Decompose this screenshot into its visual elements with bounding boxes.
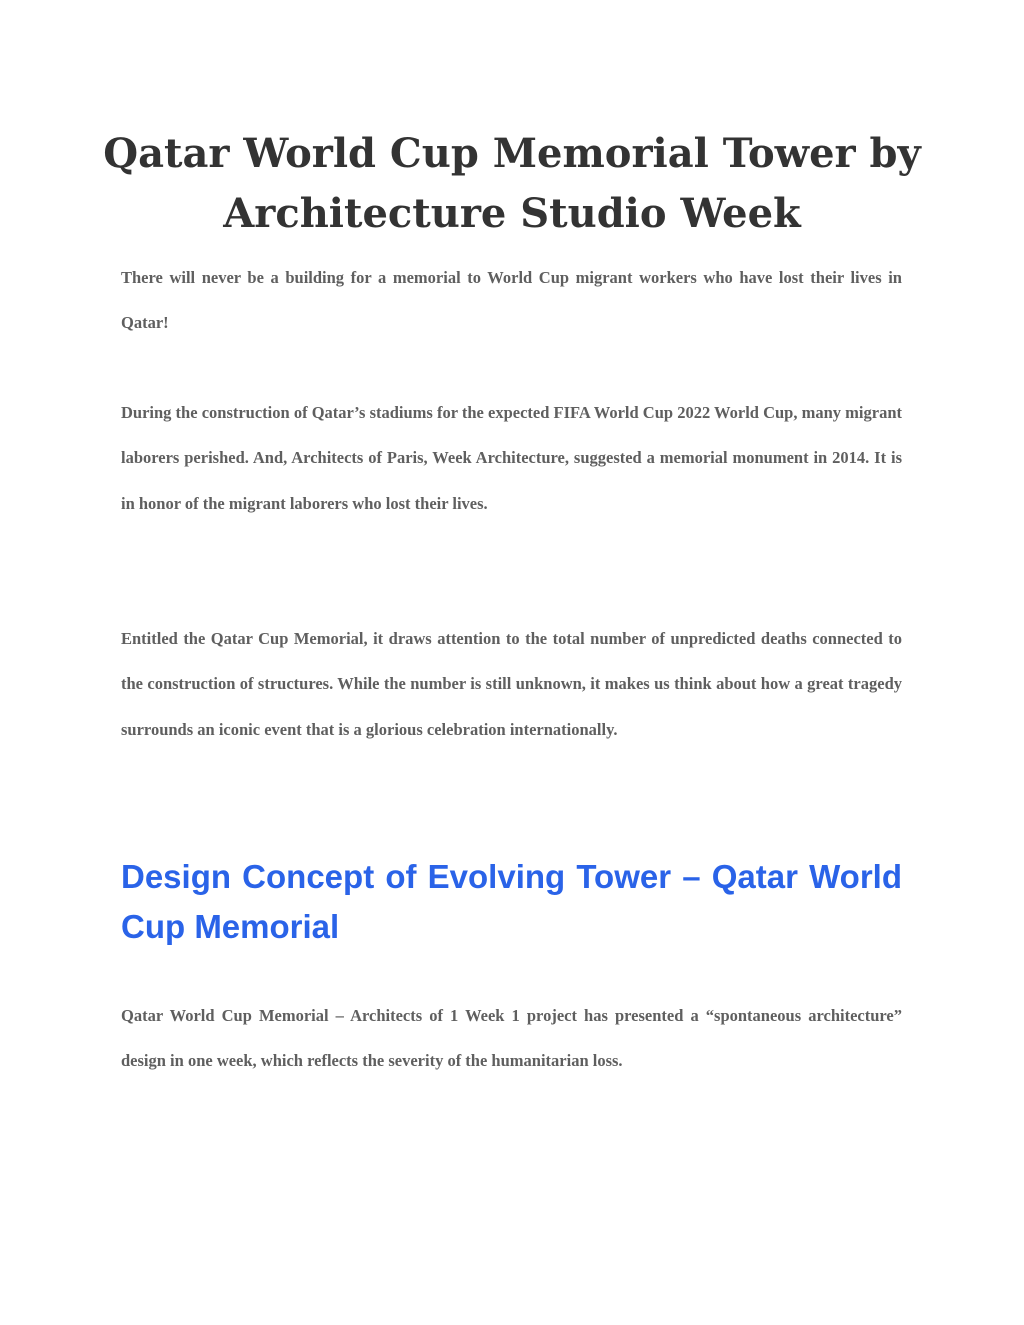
body-paragraph-memorial: Entitled the Qatar Cup Memorial, it draws attention to the total number of unpredicted deaths connected to the construction of structures. While the number is still unknown, it makes us think about how a great tragedy surrounds an iconic event that is a glorious celebration internationally.: [121, 629, 902, 739]
intro-paragraph: There will never be a building for a memorial to World Cup migrant workers who have lost their lives in Qatar!: [121, 268, 902, 333]
section-heading-design-concept: Design Concept of Evolving Tower – Qatar World Cup Memorial: [121, 858, 902, 945]
page-title: Qatar World Cup Memorial Tower by Architecture Studio Week: [103, 130, 921, 237]
body-paragraph-construction: During the construction of Qatar’s stadiums for the expected FIFA World Cup 2022 World Cup, many migrant laborers perished. And, Architects of Paris, Week Architecture, suggested a memorial monument in 2014. It is in honor of the migrant laborers who lost their lives.: [121, 403, 902, 513]
body-paragraph-design: Qatar World Cup Memorial – Architects of 1 Week 1 project has presented a “spontaneous architecture” design in one week, which reflects the severity of the humanitarian loss.: [121, 1006, 902, 1071]
